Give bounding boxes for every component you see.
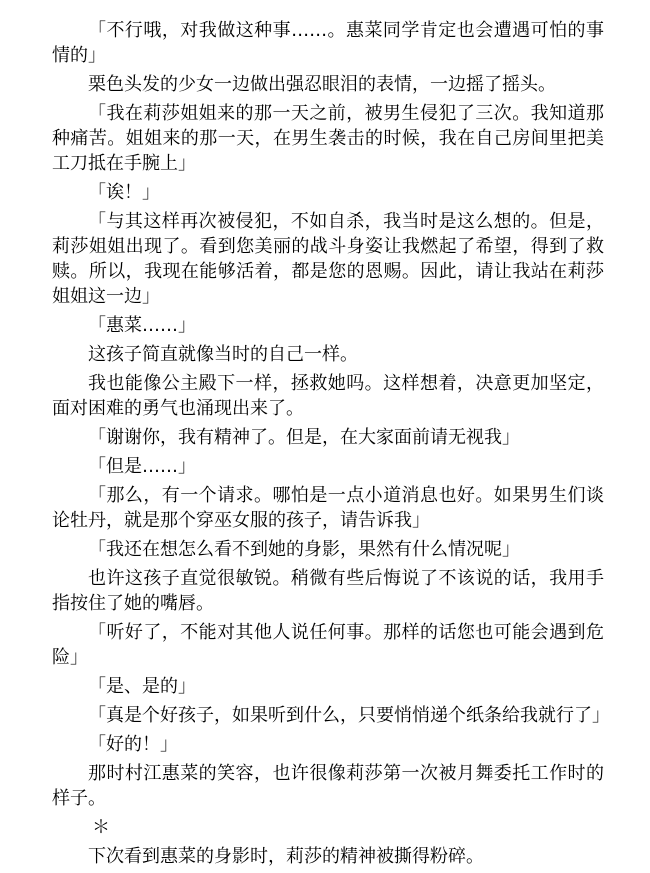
paragraph: 「不行哦，对我做这种事……。惠菜同学肯定也会遭遇可怕的事情的」: [52, 20, 604, 66]
paragraph: 「惠菜……」: [88, 315, 196, 336]
paragraph: 也许这孩子直觉很敏锐。稍微有些后悔说了不该说的话，我用手指按住了她的嘴唇。: [52, 568, 604, 614]
paragraph: 「真是个好孩子，如果听到什么，只要悄悄递个纸条给我就行了」: [88, 705, 610, 726]
paragraph: 「与其这样再次被侵犯，不如自杀，我当时是这么想的。但是，莉莎姐姐出现了。看到您美丽的战斗身姿让我燃起了希望，得到了救赎。所以，我现在能够活着，都是您的恩赐。因此，请让我站在莉莎姐姐这一边」: [52, 211, 604, 307]
paragraph: 那时村江惠菜的笑容，也许很像莉莎第一次被月舞委托工作时的样子。: [52, 763, 604, 809]
document-page: [52, 18, 610, 873]
paragraph: 下次看到惠菜的身影时，莉莎的精神被撕得粉碎。: [88, 846, 484, 867]
paragraph: 「我还在想怎么看不到她的身影，果然有什么情况呢」: [88, 539, 520, 560]
paragraph: 这孩子简直就像当时的自己一样。: [88, 344, 358, 365]
paragraph: 「听好了，不能对其他人说任何事。那样的话您也可能会遇到危险」: [52, 622, 604, 668]
paragraph: 栗色头发的少女一边做出强忍眼泪的表情，一边摇了摇头。: [88, 74, 556, 95]
paragraph: 「诶！」: [88, 182, 160, 203]
paragraph: 「是、是的」: [88, 676, 196, 697]
paragraph: 「但是……」: [88, 456, 196, 477]
scene-separator: ＊: [92, 817, 110, 838]
paragraph: 我也能像公主殿下一样，拯救她吗。这样想着，决意更加坚定，面对困难的勇气也涌现出来了。: [52, 373, 604, 419]
paragraph: 「那么，有一个请求。哪怕是一点小道消息也好。如果男生们谈论牡丹，就是那个穿巫女服的孩子，请告诉我」: [52, 485, 604, 531]
paragraph: 「谢谢你，我有精神了。但是，在大家面前请无视我」: [88, 427, 520, 448]
paragraph: 「我在莉莎姐姐来的那一天之前，被男生侵犯了三次。我知道那种痛苦。姐姐来的那一天，在男生袭击的时候，我在自己房间里把美工刀抵在手腕上」: [52, 103, 604, 174]
paragraph: 「好的！」: [88, 734, 178, 755]
